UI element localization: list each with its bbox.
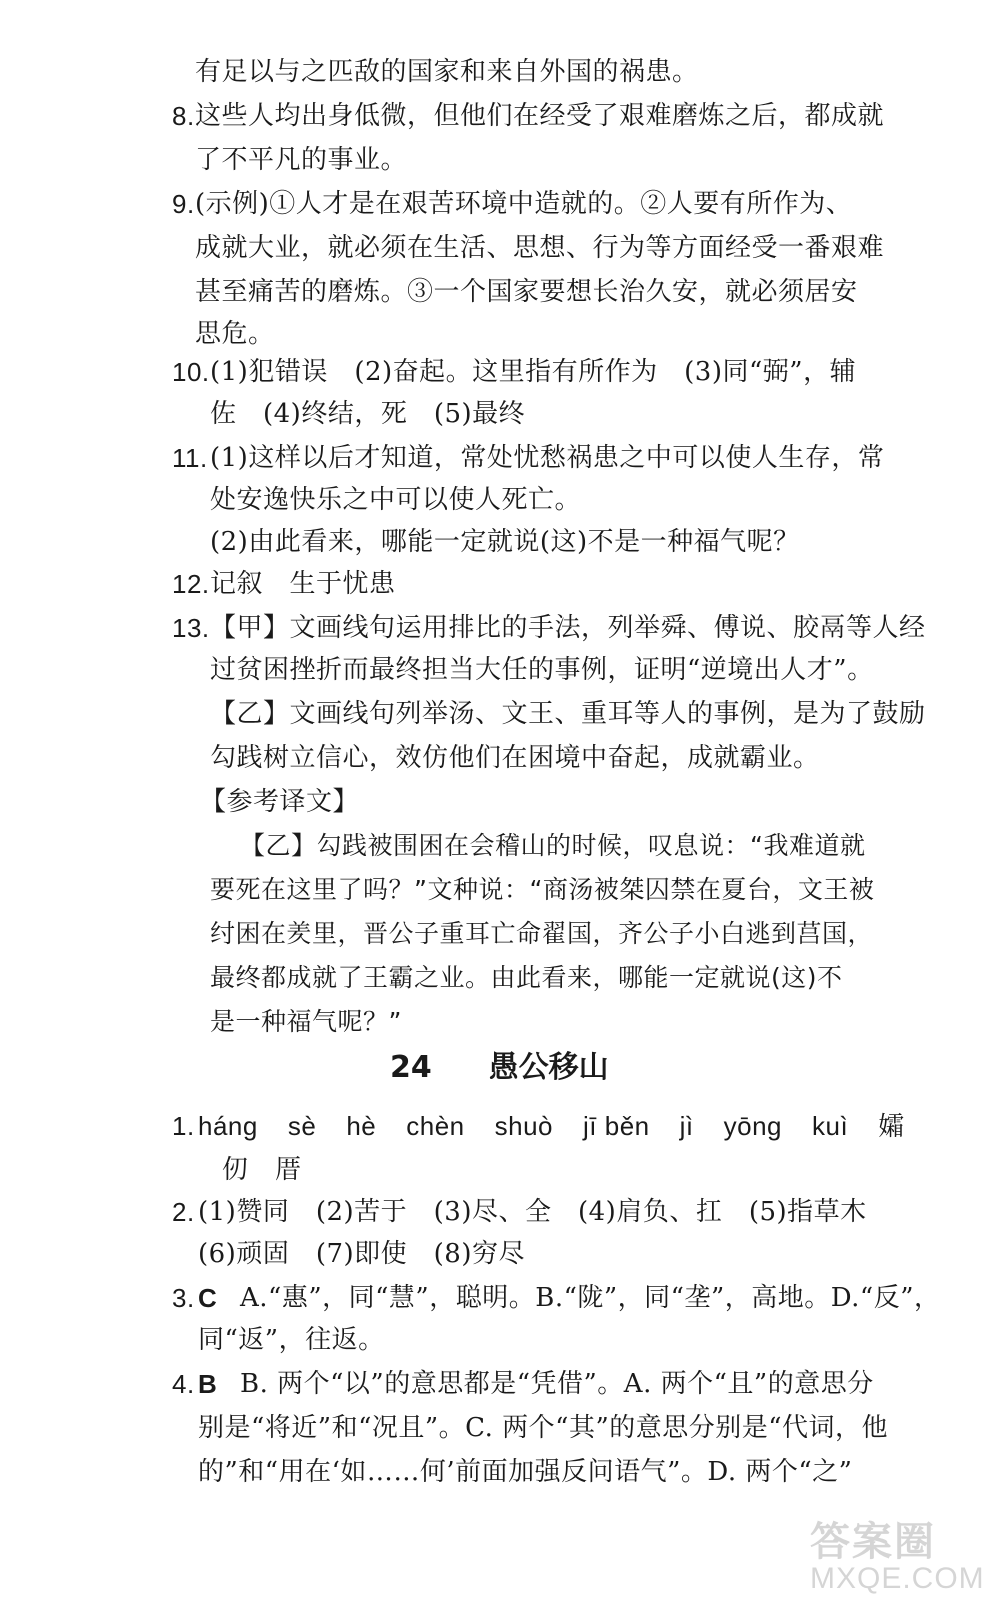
- item11-number: 11.: [172, 443, 208, 473]
- item12-number: 12.: [172, 569, 210, 599]
- item9-line2: 成就大业，就必须在生活、思想、行为等方面经受一番艰难: [195, 233, 885, 263]
- item8-line1: 这些人均出身低微，但他们在经受了艰难磨炼之后，都成就: [195, 101, 885, 131]
- reference-heading: 【参考译文】: [200, 787, 360, 817]
- item11-line1: (1)这样以后才知道，常处忧愁祸患之中可以使人生存，常: [210, 443, 885, 473]
- pinyin-item: kuì: [812, 1111, 849, 1141]
- q2-line1: (1)赞同 (2)苦于 (3)尽、全 (4)肩负、扛 (5)指草木: [198, 1197, 867, 1227]
- reference-line2: 要死在这里了吗？”文种说：“商汤被桀囚禁在夏台，文王被: [210, 875, 875, 904]
- section-number: 24: [390, 1050, 432, 1085]
- item10-number: 10.: [172, 357, 210, 387]
- q4-line2: 别是“将近”和“况且”。C. 两个“其”的意思分别是“代词，他: [198, 1413, 889, 1443]
- item8-number: 8.: [172, 101, 195, 131]
- q1-pinyin-row: [198, 1110, 905, 1143]
- pinyin-item: chèn: [406, 1111, 465, 1141]
- item13-line4: 勾践树立信心，效仿他们在困境中奋起，成就霸业。: [210, 743, 820, 773]
- item7-continued: 有足以与之匹敌的国家和来自外国的祸患。: [195, 57, 699, 87]
- q1-line2: 仞 厝: [222, 1155, 302, 1185]
- pinyin-item: yōng: [723, 1111, 783, 1141]
- watermark-bottom-text: MXQE.COM: [810, 1562, 985, 1595]
- item9-line1: (示例)①人才是在艰苦环境中造就的。②人要有所作为、: [195, 189, 853, 219]
- item13-line3: 【乙】文画线句列举汤、文王、重耳等人的事例，是为了鼓励: [210, 699, 926, 729]
- pinyin-item: shuò: [494, 1111, 554, 1141]
- q4-line1: B. 两个“以”的意思都是“凭借”。A. 两个“且”的意思分: [240, 1369, 874, 1399]
- item12-line1: 记叙 生于忧患: [210, 569, 396, 599]
- q4-line3: 的”和“用在‘如……何’前面加强反问语气”。D. 两个“之”: [198, 1457, 853, 1487]
- item9-line3: 甚至痛苦的磨炼。③一个国家要想长治久安，就必须居安: [195, 277, 858, 307]
- pinyin-item: jī běn: [583, 1111, 650, 1141]
- item9-number: 9.: [172, 189, 195, 219]
- pinyin-item: háng: [198, 1111, 258, 1141]
- q3-answer: C: [198, 1283, 218, 1313]
- reference-line4: 最终都成就了王霸之业。由此看来，哪能一定就说(这)不: [210, 963, 843, 992]
- item9-line4: 思危。: [195, 319, 275, 349]
- reference-line3: 纣困在羑里，晋公子重耳亡命翟国，齐公子小白逃到莒国，: [210, 919, 874, 948]
- pinyin-item: sè: [287, 1111, 317, 1141]
- watermark-top-text: 答案圈: [810, 1519, 936, 1565]
- section-title: [390, 1050, 609, 1086]
- item13-line2: 过贫困挫折而最终担当大任的事例，证明“逆境出人才”。: [210, 655, 874, 685]
- item13-number: 13.: [172, 613, 210, 643]
- section-title-text: 愚公移山: [488, 1050, 609, 1085]
- watermark-logo: [790, 1510, 990, 1600]
- item11-line3: (2)由此看来，哪能一定就说(这)不是一种福气呢？: [210, 527, 800, 557]
- q2-number: 2.: [172, 1197, 195, 1227]
- q4-number: 4.: [172, 1369, 195, 1399]
- item10-line1: (1)犯错误 (2)奋起。这里指有所作为 (3)同“弼”，辅: [210, 357, 857, 387]
- pinyin-item: jì: [679, 1111, 694, 1141]
- q4-answer: B: [198, 1369, 218, 1399]
- item10-line2: 佐 (4)终结，死 (5)最终: [210, 399, 526, 429]
- q1-number: 1.: [172, 1111, 195, 1141]
- q3-line1: A.“惠”，同“慧”，聪明。B.“陇”，同“垄”，高地。D.“反”，: [240, 1283, 941, 1313]
- reference-line1: 【乙】勾践被围困在会稽山的时候，叹息说：“我难道就: [240, 831, 866, 860]
- q3-number: 3.: [172, 1283, 195, 1313]
- pinyin-item: 孀: [878, 1112, 905, 1142]
- item8-line2: 了不平凡的事业。: [195, 145, 408, 175]
- pinyin-item: hè: [346, 1111, 377, 1141]
- q3-line2: 同“返”，往返。: [198, 1325, 385, 1355]
- item13-line1: 【甲】文画线句运用排比的手法，列举舜、傅说、胶鬲等人经: [210, 613, 926, 643]
- q2-line2: (6)顽固 (7)即使 (8)穷尽: [198, 1239, 525, 1269]
- reference-line5: 是一种福气呢？”: [210, 1007, 402, 1036]
- item11-line2: 处安逸快乐之中可以使人死亡。: [210, 485, 582, 515]
